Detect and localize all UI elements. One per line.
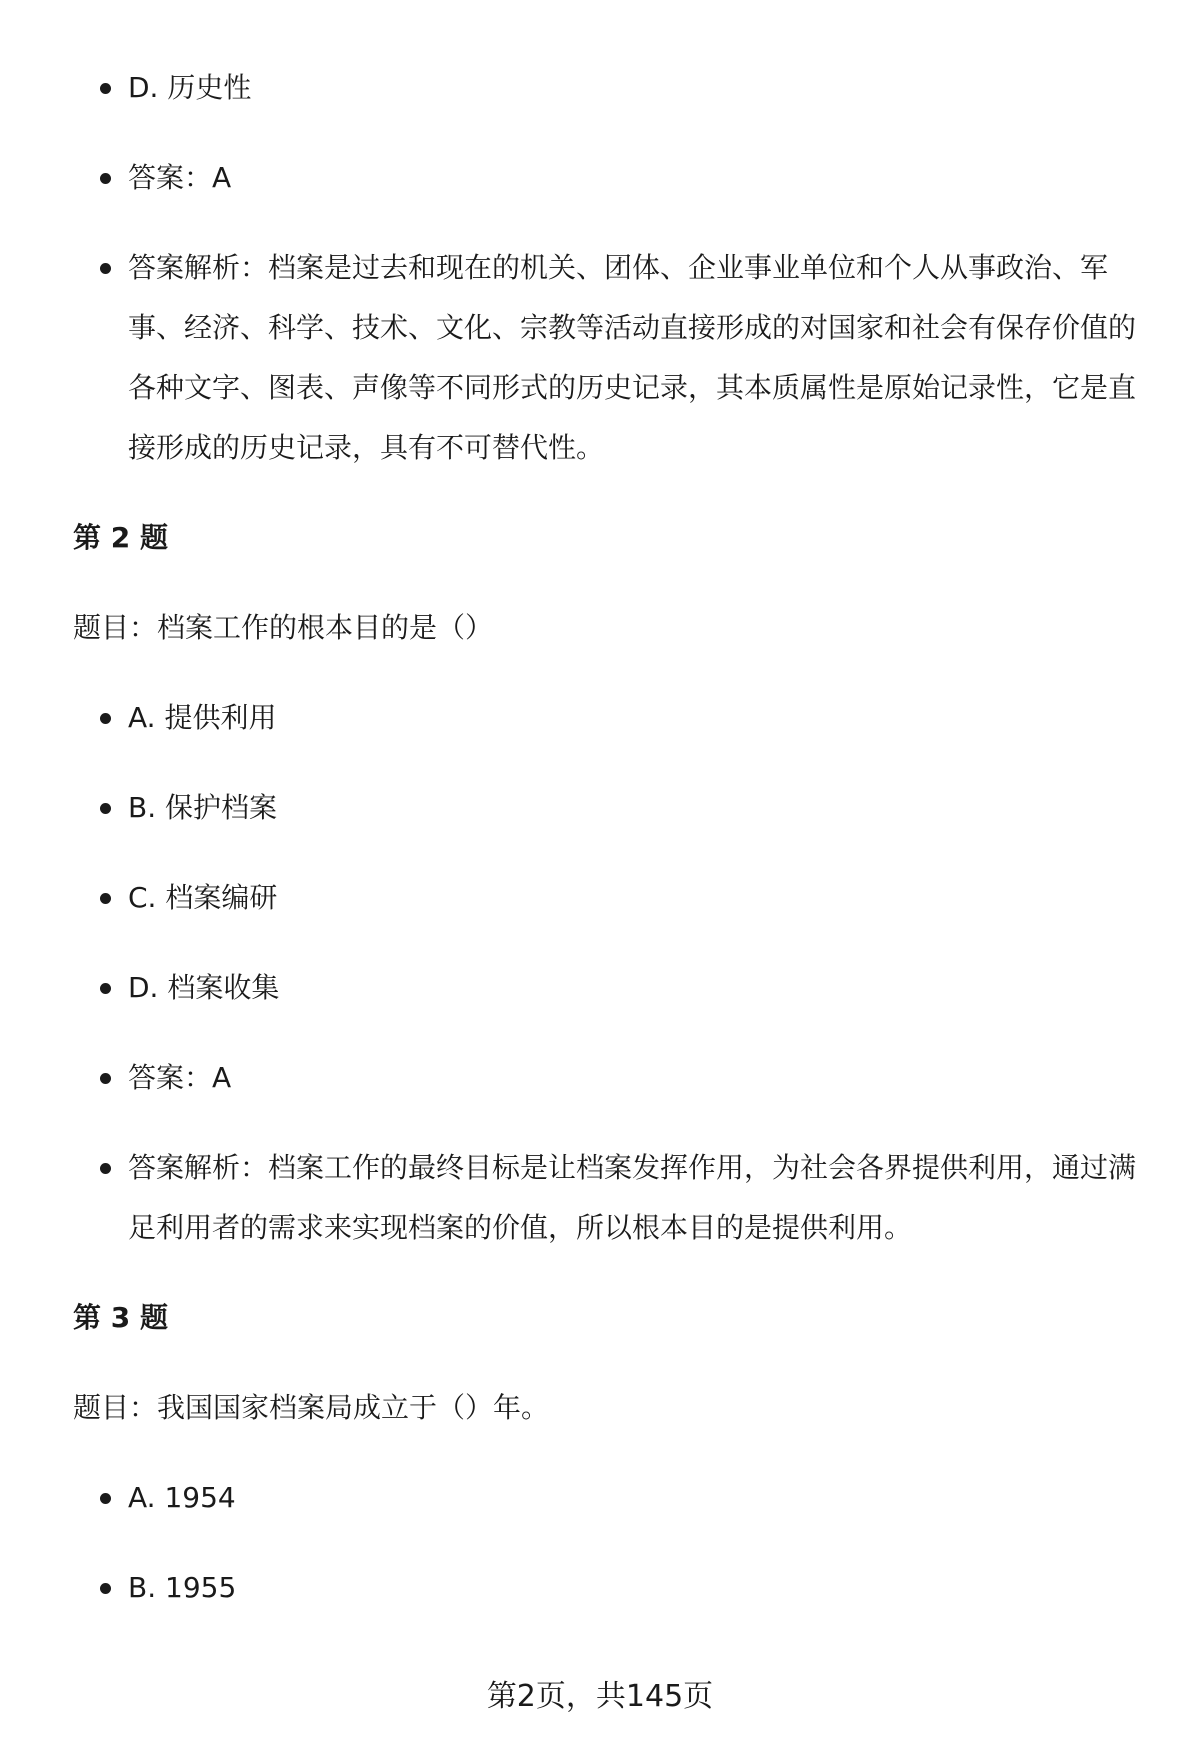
q3-option-b: B. 1955	[73, 1558, 1153, 1618]
q2-stem: 题目：档案工作的根本目的是（）	[73, 611, 494, 644]
page-indicator: 第2页，共145页	[486, 1679, 714, 1714]
q3-heading: 第 3 题	[73, 1301, 168, 1334]
q2-heading: 第 2 题	[73, 521, 168, 554]
q3-option-a: A. 1954	[73, 1468, 1153, 1528]
question-1-list	[73, 58, 1153, 478]
q2-explanation: 答案解析：档案工作的最终目标是让档案发挥作用，为社会各界提供利用，通过满足利用者的需求来实现档案的价值，所以根本目的是提供利用。	[73, 1138, 1153, 1258]
q1-explanation: 答案解析：档案是过去和现在的机关、团体、企业事业单位和个人从事政治、军事、经济、科学、技术、文化、宗教等活动直接形成的对国家和社会有保存价值的各种文字、图表、声像等不同形式的历史记录，其本质属性是原始记录性，它是直接形成的历史记录，具有不可替代性。	[73, 238, 1153, 478]
q1-option-d: D. 历史性	[73, 58, 1153, 118]
q2-answer: 答案：A	[73, 1048, 1153, 1108]
question-2-list	[73, 688, 1153, 1258]
question-3-list	[73, 1468, 1153, 1618]
q2-option-d: D. 档案收集	[73, 958, 1153, 1018]
q3-stem: 题目：我国国家档案局成立于（）年。	[73, 1391, 550, 1424]
q2-option-b: B. 保护档案	[73, 778, 1153, 838]
q2-option-c: C. 档案编研	[73, 868, 1153, 928]
page-content	[73, 58, 1153, 1648]
q1-answer: 答案：A	[73, 148, 1153, 208]
q2-option-a: A. 提供利用	[73, 688, 1153, 748]
